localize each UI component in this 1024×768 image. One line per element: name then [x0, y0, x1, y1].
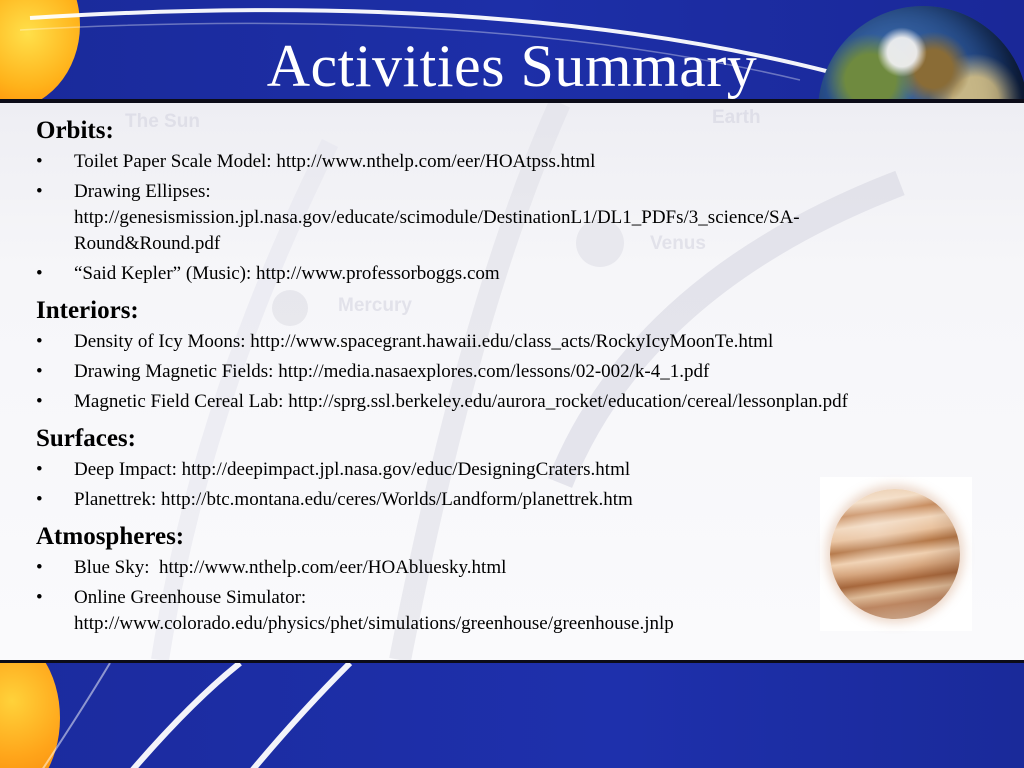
bullet-icon: • — [36, 361, 43, 382]
slide-title: Activities Summary — [266, 33, 758, 99]
item-text: Drawing Ellipses: http://genesismission.jpl.nasa.gov/educate/scimodule/DestinationL1/DL1_PDFs/3_science/SA- Round&Round.pdf — [74, 181, 800, 254]
watermark-sun: The Sun — [125, 111, 200, 132]
section-heading-surfaces: Surfaces: — [36, 425, 136, 452]
list-item — [36, 261, 1016, 287]
bullet-icon: • — [36, 489, 43, 510]
bullet-icon: • — [36, 587, 43, 608]
bullet-icon: • — [36, 263, 43, 284]
watermark-mercury: Mercury — [338, 295, 412, 316]
bullet-icon: • — [36, 557, 43, 578]
item-text: Density of Icy Moons: http://www.spacegrant.hawaii.edu/class_acts/RockyIcyMoonTe.html — [74, 331, 774, 352]
item-text: Planettrek: http://btc.montana.edu/ceres/Worlds/Landform/planettrek.htm — [74, 489, 633, 510]
bullet-icon: • — [36, 459, 43, 480]
bullet-icon: • — [36, 331, 43, 352]
list-item — [36, 179, 1016, 257]
section-heading-interiors: Interiors: — [36, 297, 139, 324]
watermark-venus: Venus — [650, 233, 706, 254]
item-text: Deep Impact: http://deepimpact.jpl.nasa.gov/educ/DesigningCraters.html — [74, 459, 631, 480]
item-text: “Said Kepler” (Music): http://www.professorboggs.com — [74, 263, 500, 284]
watermark-earth: Earth — [712, 107, 761, 128]
list-item — [36, 149, 1016, 175]
bullet-icon: • — [36, 151, 43, 172]
item-text: Drawing Magnetic Fields: http://media.nasaexplores.com/lessons/02-002/k-4_1.pdf — [74, 361, 710, 382]
footer-orbit-arcs — [0, 663, 1024, 768]
item-text: Magnetic Field Cereal Lab: http://sprg.ssl.berkeley.edu/aurora_rocket/education/cereal/lessonplan.pdf — [74, 391, 848, 412]
interiors-list — [36, 329, 1016, 415]
footer-band — [0, 663, 1024, 768]
list-item — [36, 389, 1016, 415]
jupiter-image — [830, 489, 960, 619]
planet-image-frame — [820, 477, 972, 631]
bullet-icon: • — [36, 391, 43, 412]
list-item — [36, 359, 1016, 385]
bullet-icon: • — [36, 181, 43, 202]
orbits-list — [36, 149, 1016, 287]
section-heading-orbits: Orbits: — [36, 117, 114, 144]
header-band — [0, 0, 1024, 100]
item-text: Online Greenhouse Simulator: http://www.colorado.edu/physics/phet/simulations/greenhouse/greenhouse.jnlp — [74, 587, 674, 634]
item-text: Blue Sky: http://www.nthelp.com/eer/HOAbluesky.html — [74, 557, 507, 578]
item-text: Toilet Paper Scale Model: http://www.nthelp.com/eer/HOAtpss.html — [74, 151, 596, 172]
list-item — [36, 329, 1016, 355]
section-heading-atmospheres: Atmospheres: — [36, 523, 185, 550]
